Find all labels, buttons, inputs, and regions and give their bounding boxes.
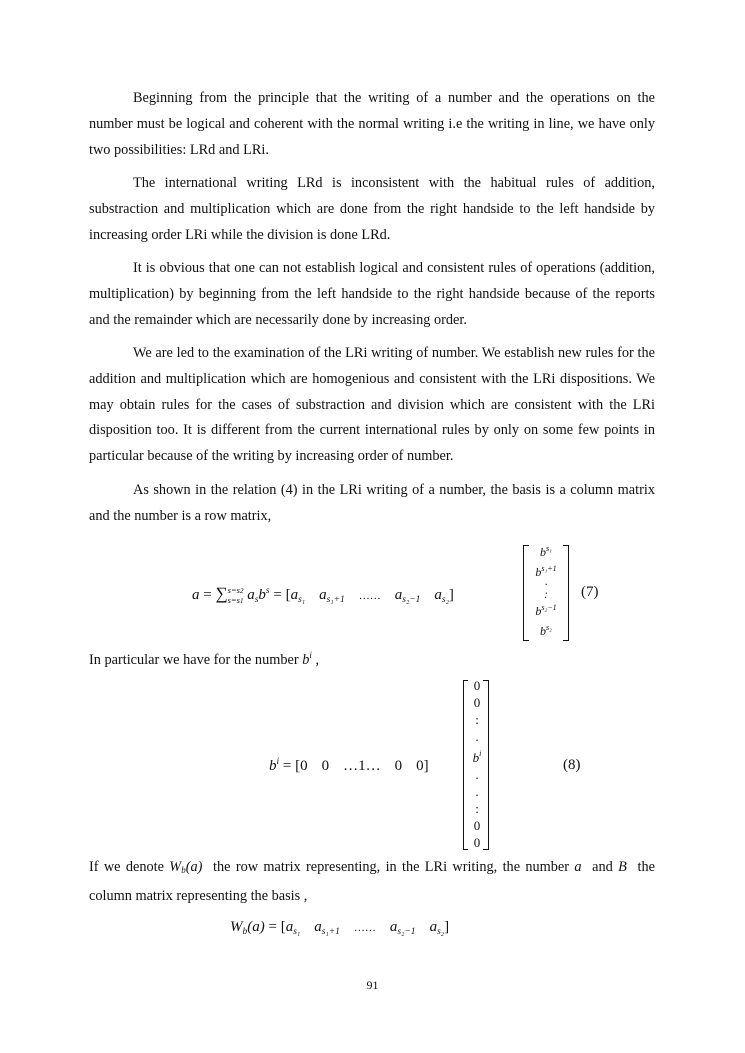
eq8-col-entry: 0 — [473, 678, 481, 693]
paragraph-6 — [89, 643, 655, 674]
eq7-row-sub: s₂ — [441, 595, 449, 605]
eq7-row-open: [ — [285, 587, 291, 603]
eq7-row-entry: a — [434, 587, 442, 603]
eq7-col-entry: $b^{s_2-1}$ — [535, 603, 557, 618]
eq7-col-entry: $b^{s_1}$ — [540, 544, 552, 559]
eq9-lhs-sub: b — [242, 927, 248, 937]
paragraph-7-text: and — [592, 859, 613, 875]
paragraph-7 — [89, 855, 655, 910]
paragraph-7-text: the column matrix representing the basis , — [89, 859, 656, 904]
eq7-row-entry: a — [394, 587, 403, 603]
eq9-row-sub: s₁+1 — [321, 927, 340, 937]
eq7-a-s: a — [247, 587, 255, 603]
eq9-row-entry: a — [389, 919, 398, 935]
eq7-row-sub: s₁+1 — [326, 595, 345, 605]
eq8-col-dots: : — [475, 712, 479, 727]
equation-7-number: (7) — [581, 584, 599, 600]
eq8-row-entry: 0 — [321, 758, 330, 774]
eq7-lhs: a — [192, 587, 200, 603]
inline-b: b — [302, 652, 310, 668]
eq8-lhs-sup: i — [276, 757, 280, 767]
inline-B: B — [618, 859, 627, 875]
inline-a: a — [574, 859, 582, 875]
eq7-col-entry: $b^{s_1+1}$ — [535, 563, 557, 579]
eq9-row-entry: a — [314, 919, 322, 935]
eq8-row-one: …1… — [343, 758, 381, 774]
eq7-sum-upper: s=s2 — [227, 584, 244, 595]
eq9-row-entry: a — [285, 919, 294, 935]
paragraph-7-text: the row matrix representing, in the LRi writing, the number — [213, 859, 570, 875]
inline-w-sub: b — [181, 865, 186, 875]
eq7-sum-symbol: ∑ — [215, 584, 228, 603]
eq7-b-s-sup: s — [265, 586, 270, 596]
eq8-column-matrix — [466, 677, 488, 851]
eq9-lhs-arg: (a) — [247, 919, 265, 935]
eq9-equals: = — [268, 919, 277, 935]
inline-w-arg: (a) — [185, 859, 203, 875]
eq8-col-entry: 0 — [473, 695, 481, 710]
eq8-col-dot: . — [475, 767, 479, 782]
eq7-column-matrix — [528, 541, 564, 639]
equation-8-number: (8) — [563, 757, 581, 773]
equation-7-row — [192, 584, 454, 606]
eq8-col-dot: . — [475, 729, 479, 744]
paragraph-2: The international writing LRd is inconsistent with the habitual rules of addition, substraction and multiplication which are done from the right handside to the left handside by increasing order LRi while the division is done LRd. — [89, 175, 655, 243]
eq9-row-sub: s₂ — [437, 927, 445, 937]
eq8-row-close: 0] — [416, 758, 429, 774]
eq8-lhs: b — [269, 758, 277, 774]
eq9-row-sub: s₁ — [293, 927, 301, 937]
eq7-col-dot: · — [544, 577, 548, 591]
eq8-col-b-i: $b^i$ — [472, 749, 482, 765]
eq9-row-open: [ — [280, 919, 286, 935]
paragraph-7-text: If we denote — [89, 859, 164, 875]
paragraph-1: Beginning from the principle that the writing of a number and the operations on the number must be logical and coherent with the normal writing i.e the writing in line, we have only two possibilities: LRd and LRi. — [89, 90, 655, 158]
eq8-col-dots: : — [475, 801, 479, 816]
eq7-equals-2: = — [273, 587, 282, 603]
eq7-a-s-sub: s — [254, 595, 259, 605]
eq9-row-ellipsis: …… — [353, 922, 376, 934]
paragraph-4: We are led to the examination of the LRi writing of number. We establish new rules for the addition and multiplication which are homogenious and consistent with the LRi dispositions. We may obtain rules for the cases of substraction and division which are consistent with the LRi disposition too. It is different from the current international rules by only on some few points in particular because of the writing by increasing order of number. — [89, 345, 655, 465]
paragraph-3: It is obvious that one can not establish logical and consistent rules of operations (addition, multiplication) by beginning from the left handside to the right handside because of the reports and the remainder which are necessarily done by increasing order. — [89, 260, 655, 328]
eq7-col-entry: $b^{s_2}$ — [540, 622, 552, 638]
eq8-row-entry: 0 — [394, 758, 403, 774]
eq7-equals: = — [203, 587, 212, 603]
page-number: 91 — [366, 978, 379, 992]
eq9-row-entry: a — [429, 919, 438, 935]
eq7-col-dots: : — [544, 587, 548, 601]
eq7-row-ellipsis: …… — [358, 590, 381, 602]
eq7-row-entry: a — [290, 587, 299, 603]
paragraph-6-end: , — [315, 652, 320, 668]
eq8-row-open: [0 — [295, 758, 308, 774]
eq9-row-sub: s₂−1 — [397, 927, 416, 937]
eq7-row-sub: s₂−1 — [402, 595, 421, 605]
eq7-row-sub: s₁ — [298, 595, 306, 605]
eq8-col-entry: 0 — [473, 835, 481, 850]
equation-wb — [230, 919, 449, 937]
eq8-col-entry: 0 — [473, 818, 481, 833]
eq9-row-close: ] — [444, 919, 450, 935]
inline-b-sup: i — [309, 650, 312, 660]
equation-8-row — [269, 757, 429, 775]
eq8-col-dot: . — [475, 784, 479, 799]
eq7-b-s: b — [258, 587, 266, 603]
eq7-row-entry: a — [319, 587, 327, 603]
eq9-lhs: W — [230, 919, 243, 935]
eq7-sum-lower: s=s1 — [227, 594, 244, 605]
paragraph-5: As shown in the relation (4) in the LRi writing of a number, the basis is a column matrix and the number is a row matrix, — [89, 482, 655, 524]
eq7-row-close: ] — [448, 587, 454, 603]
inline-w: W — [169, 859, 182, 875]
paragraph-6-text: In particular we have for the number — [89, 652, 299, 668]
eq8-equals: = — [282, 758, 292, 774]
